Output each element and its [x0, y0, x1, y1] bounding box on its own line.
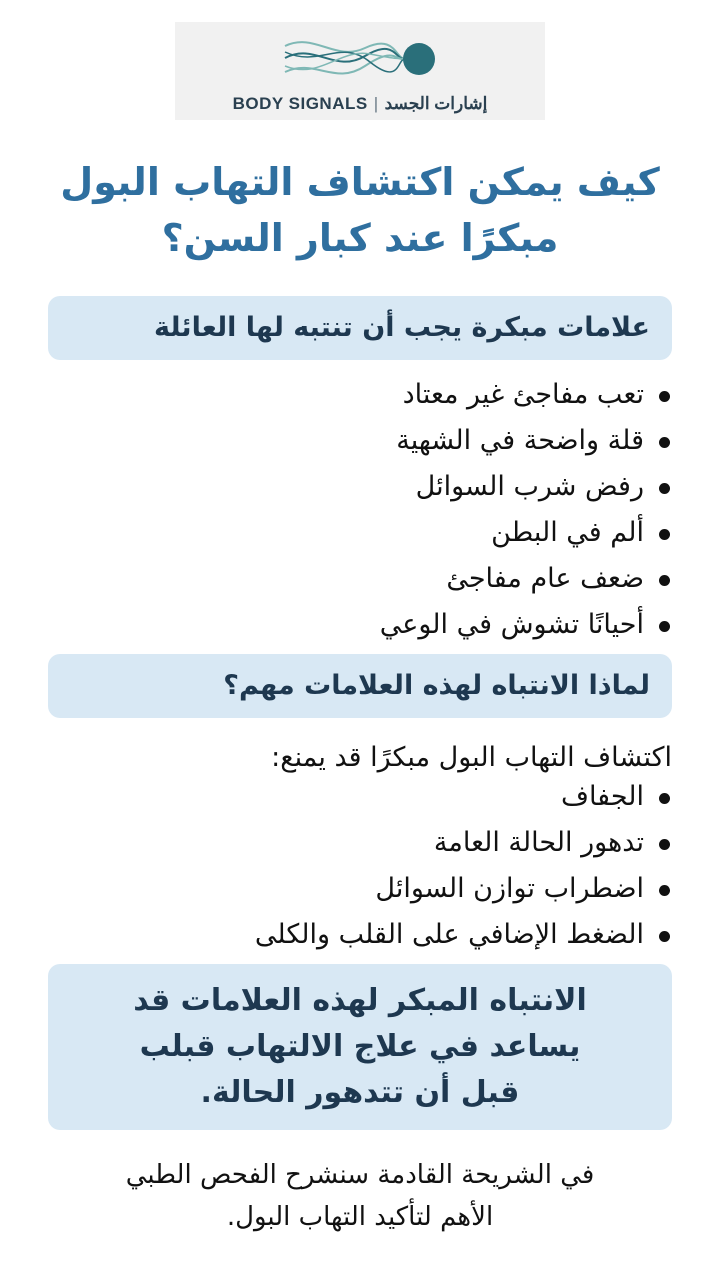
next-slide-note: [40, 1154, 680, 1238]
list-item: تعب مفاجئ غير معتاد: [72, 372, 672, 418]
list-item: ألم في البطن: [72, 510, 672, 556]
footer-line-2: الأهم لتأكيد التهاب البول.: [226, 1202, 494, 1232]
key-message-callout: [48, 964, 672, 1130]
list-item: الضغط الإضافي على القلب والكلى: [72, 912, 672, 958]
prevention-list: [72, 774, 672, 958]
signal-waves-icon: [275, 28, 445, 90]
list-item: قلة واضحة في الشهية: [72, 418, 672, 464]
section-heading-early-signs: علامات مبكرة يجب أن تنتبه لها العائلة: [48, 296, 672, 360]
prevention-intro: اكتشاف التهاب البول مبكرًا قد يمنع:: [271, 742, 672, 773]
footer-line-1: في الشريحة القادمة سنشرح الفحص الطبي: [125, 1160, 595, 1190]
list-item: اضطراب توازن السوائل: [72, 866, 672, 912]
brand-logo: [175, 22, 545, 120]
logo-brand-en: BODY SIGNALS: [232, 94, 368, 113]
list-item: ضعف عام مفاجئ: [72, 556, 672, 602]
logo-separator: |: [373, 94, 379, 113]
list-item: الجفاف: [72, 774, 672, 820]
logo-brand-ar: إشارات الجسد: [384, 94, 488, 113]
list-item: رفض شرب السوائل: [72, 464, 672, 510]
callout-line-2: يساعد في علاج الالتهاب قبلب: [139, 1029, 581, 1064]
title-line-1: كيف يمكن اكتشاف التهاب البول: [60, 160, 660, 204]
logo-wordmark: [175, 94, 545, 114]
callout-line-3: قبل أن تتدهور الحالة.: [200, 1075, 520, 1110]
callout-line-1: الانتباه المبكر لهذه العلامات قد: [133, 983, 587, 1018]
early-signs-list: [72, 372, 672, 648]
title-line-2: مبكرًا عند كبار السن؟: [161, 216, 559, 260]
page-title: [30, 154, 690, 266]
list-item: تدهور الحالة العامة: [72, 820, 672, 866]
list-item: أحيانًا تشوش في الوعي: [72, 602, 672, 648]
section-heading-why-important: لماذا الانتباه لهذه العلامات مهم؟: [48, 654, 672, 718]
